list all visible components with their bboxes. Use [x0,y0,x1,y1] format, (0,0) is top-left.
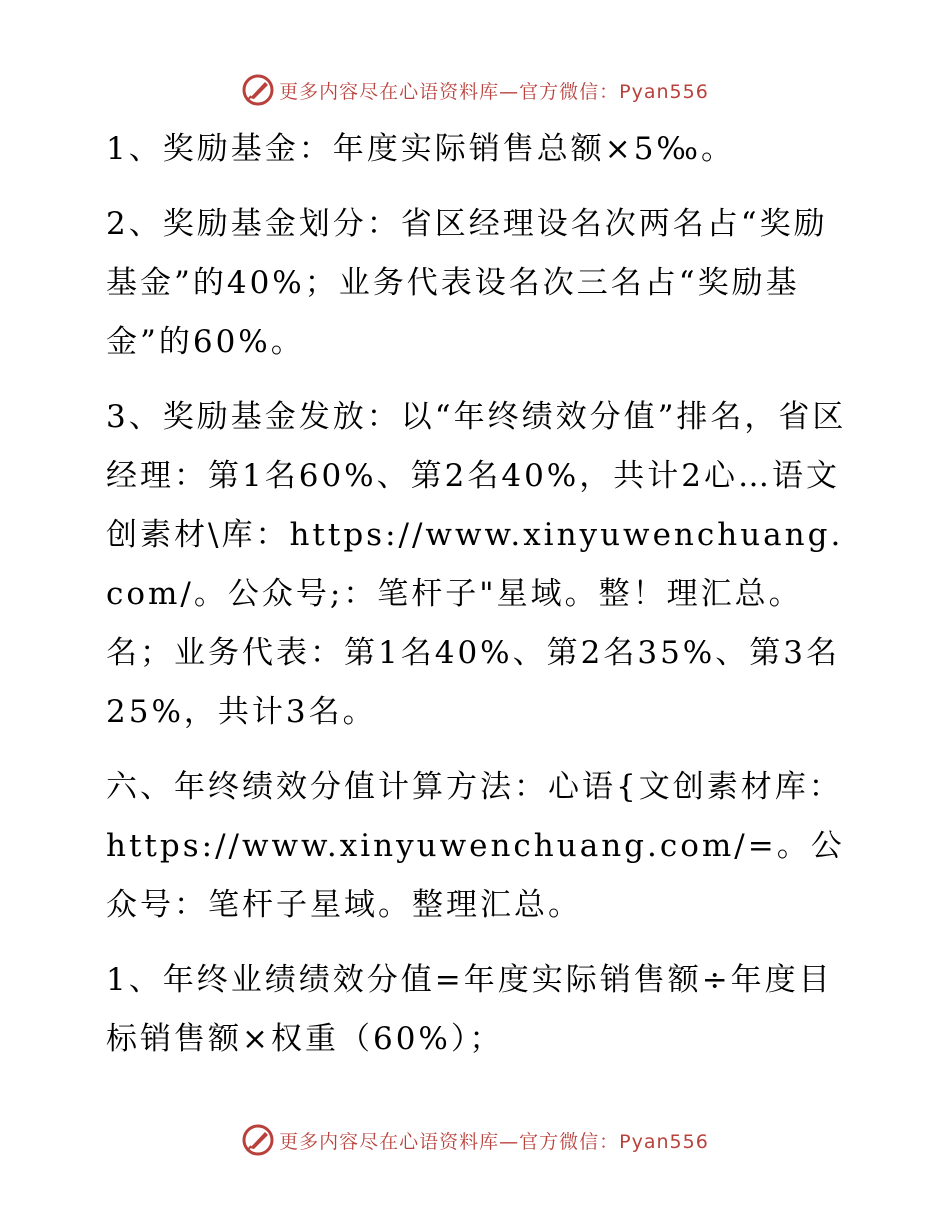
document-body [96,120,856,1085]
header-watermark [0,70,950,110]
paragraph-fund-distribution: 3、奖励基金发放：以“年终绩效分值”排名，省区经理：第1名60%、第2名40%，共计2心…语文创素材\库：https://www.xinyuwenchuang.com/。公众号;：笔杆子"星域。整！理汇总。名；业务代表：第1名40%、第2名35%、第3名25%，共计3名。 [106,399,847,730]
paragraph-score-method: 六、年终绩效分值计算方法：心语{文创素材库：https://www.xinyuwenchuang.com/=。公众号：笔杆子星域。整理汇总。 [106,769,845,923]
quill-logo-icon [241,73,275,107]
footer-watermark [0,1120,950,1160]
quill-logo-icon [241,1123,275,1157]
header-watermark-text: 更多内容尽在心语资料库—官方微信：Pyan556 [279,80,709,103]
paragraph-fund-division: 2、奖励基金划分：省区经理设名次两名占“奖励基金”的40%；业务代表设名次三名占“奖励基金”的60%。 [106,206,828,360]
paragraph-fund: 1、奖励基金：年度实际销售总额×5‰。 [106,131,736,167]
paragraph-score-formula: 1、年终业绩绩效分值=年度实际销售额÷年度目标销售额×权重（60%）； [106,962,833,1057]
footer-watermark-text: 更多内容尽在心语资料库—官方微信：Pyan556 [279,1130,709,1153]
